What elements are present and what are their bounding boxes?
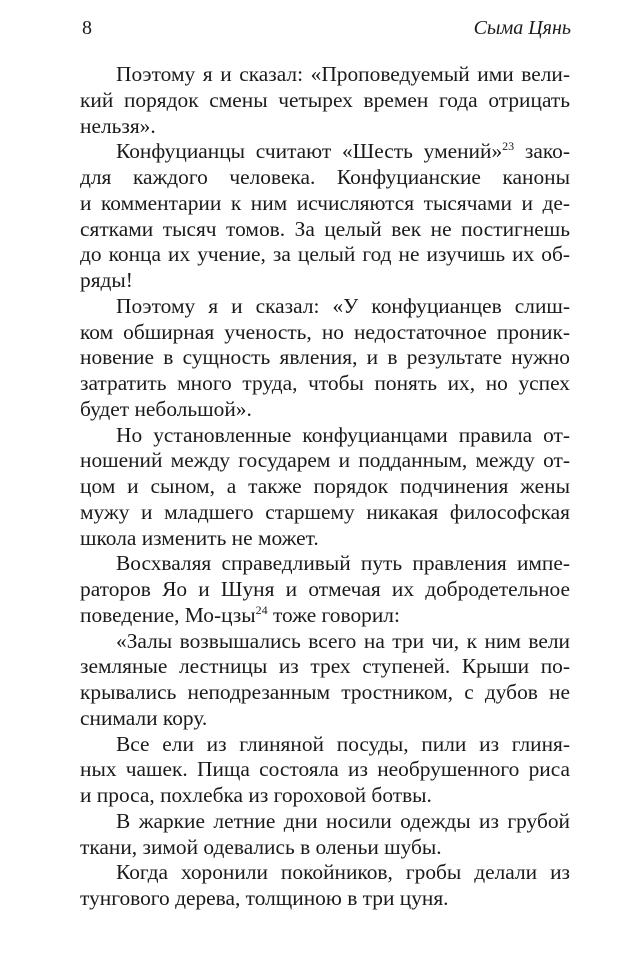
- paragraph: [80, 139, 570, 294]
- text-line: ных чашек. Пища состояла из необрушенного риса: [80, 757, 570, 782]
- text-segment: Конфуцианцы считают «Шесть умений»: [116, 139, 503, 164]
- text-line: сятками тысяч томов. За целый век не постигнешь: [80, 216, 570, 241]
- page-number: 8: [82, 17, 92, 39]
- footnote-ref: 24: [255, 602, 268, 617]
- text-line: школа изменить не может.: [80, 525, 319, 550]
- text-line: нельзя».: [80, 113, 156, 138]
- body-text: [80, 62, 570, 912]
- text-line: новение в сущность явления, и в результате нужно: [80, 345, 570, 370]
- text-line: будет небольшой».: [80, 396, 252, 421]
- text-segment: поведение, Мо-цзы: [80, 602, 256, 627]
- paragraph: [80, 294, 570, 423]
- text-line: «Залы возвышались всего на три чи, к ним вели: [116, 628, 570, 653]
- text-line: Поэтому я и сказал: «Проповедуемый ими вели-: [116, 62, 570, 86]
- text-segment: тоже говорил:: [267, 602, 400, 627]
- text-line: крывались неподрезанным тростником, с дубов не: [80, 680, 570, 704]
- paragraph: [80, 551, 570, 628]
- text-line: и комментарии к ним исчисляются тысячами и де-: [80, 190, 570, 215]
- text-line: ткани, зимой одевались в оленьи шубы.: [80, 834, 442, 859]
- text-line: для каждого человека. Конфуцианские каноны: [80, 165, 570, 189]
- text-line: цом и сыном, а также порядок подчинения жены: [80, 474, 570, 498]
- paragraph: [80, 629, 570, 732]
- text-line: до конца их учение, за целый год не изучишь их об-: [80, 242, 570, 267]
- text-line: и проса, похлебка из гороховой ботвы.: [80, 783, 432, 807]
- text-line: мужу и младшего старшему никакая философская: [80, 499, 570, 524]
- text-segment: зако-: [514, 139, 570, 164]
- text-line: [80, 603, 570, 629]
- text-line: ком обширная ученость, но недостаточное проник-: [80, 319, 570, 344]
- text-line: Восхваляя справедливый путь правления импе-: [116, 551, 570, 576]
- text-line: земляные лестницы из трех ступеней. Крыши по-: [80, 654, 570, 679]
- text-line: кий порядок смены четырех времен года отрицать: [80, 87, 570, 112]
- paragraph: [80, 62, 570, 139]
- text-line: [80, 139, 570, 165]
- text-line: Когда хоронили покойников, гробы делали из: [116, 860, 570, 885]
- text-line: затратить много труда, чтобы понять их, но успех: [80, 371, 570, 395]
- page-header: [82, 14, 571, 42]
- paragraph: [80, 732, 570, 809]
- text-line: Все ели из глиняной посуды, пили из глиня-: [116, 731, 570, 756]
- text-line: раторов Яо и Шуня и отмечая их добродетельное: [80, 577, 570, 601]
- text-line: снимали кору.: [80, 705, 208, 730]
- paragraph: [80, 860, 570, 912]
- text-line: ношений между государем и подданным, между от-: [80, 448, 570, 473]
- text-line: тунгового дерева, толщиною в три цуня.: [80, 886, 449, 910]
- paragraph: [80, 809, 570, 861]
- running-title: Сыма Цянь: [473, 17, 571, 39]
- text-line: Но установленные конфуцианцами правила от-: [116, 422, 570, 447]
- text-line: Поэтому я и сказал: «У конфуцианцев слиш-: [116, 293, 570, 318]
- text-line: В жаркие летние дни носили одежды из грубой: [116, 808, 570, 833]
- paragraph: [80, 423, 570, 552]
- text-line: ряды!: [80, 268, 133, 292]
- footnote-ref: 23: [502, 139, 515, 154]
